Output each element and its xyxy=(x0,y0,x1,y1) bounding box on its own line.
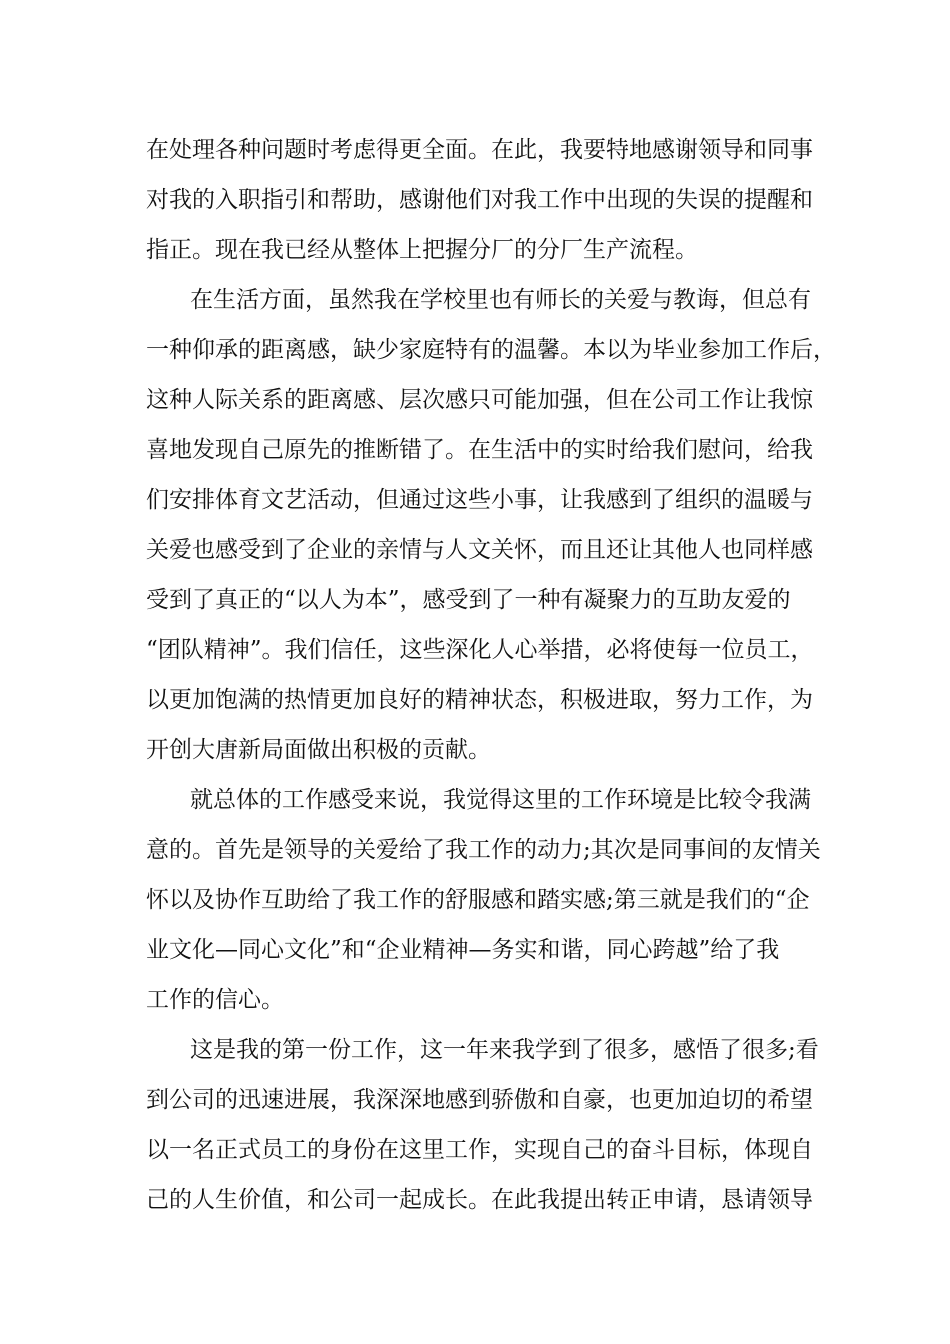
text-line: 怀以及协作互助给了我工作的舒服感和踏实感;第三就是我们的“企 xyxy=(146,887,810,913)
text-line: 这是我的第一份工作，这一年来我学到了很多，感悟了很多;看 xyxy=(190,1037,819,1063)
text-line: 一种仰承的距离感，缺少家庭特有的温馨。本以为毕业参加工作后， xyxy=(146,337,836,363)
text-line: 开创大唐新局面做出积极的贡献。 xyxy=(146,737,491,763)
text-line: 就总体的工作感受来说，我觉得这里的工作环境是比较令我满 xyxy=(190,787,811,813)
text-line: 对我的入职指引和帮助，感谢他们对我工作中出现的失误的提醒和 xyxy=(146,187,813,213)
text-line: 工作的信心。 xyxy=(146,987,284,1013)
text-line: 以一名正式员工的身份在这里工作，实现自己的奋斗目标，体现自 xyxy=(146,1137,813,1163)
text-line: 意的。首先是领导的关爱给了我工作的动力;其次是同事间的友情关 xyxy=(146,837,821,863)
text-line: 喜地发现自己原先的推断错了。在生活中的实时给我们慰问，给我 xyxy=(146,437,813,463)
text-line: 这种人际关系的距离感、层次感只可能加强，但在公司工作让我惊 xyxy=(146,387,813,413)
text-line: 受到了真正的“以人为本”，感受到了一种有凝聚力的互助友爱的 xyxy=(146,587,791,613)
text-line: 业文化—同心文化”和“企业精神—务实和谐，同心跨越”给了我 xyxy=(146,937,780,963)
text-line: “团队精神”。我们信任，这些深化人心举措，必将使每一位员工， xyxy=(146,637,814,663)
text-line: 在生活方面，虽然我在学校里也有师长的关爱与教诲，但总有 xyxy=(190,287,811,313)
text-line: 指正。现在我已经从整体上把握分厂的分厂生产流程。 xyxy=(146,237,698,263)
text-line: 在处理各种问题时考虑得更全面。在此，我要特地感谢领导和同事 xyxy=(146,137,813,163)
text-line: 己的人生价值，和公司一起成长。在此我提出转正申请，恳请领导 xyxy=(146,1187,813,1213)
text-line: 关爱也感受到了企业的亲情与人文关怀，而且还让其他人也同样感 xyxy=(146,537,813,563)
text-line: 们安排体育文艺活动，但通过这些小事，让我感到了组织的温暖与 xyxy=(146,487,813,513)
text-line: 到公司的迅速进展，我深深地感到骄傲和自豪，也更加迫切的希望 xyxy=(146,1087,813,1113)
text-line: 以更加饱满的热情更加良好的精神状态，积极进取，努力工作，为 xyxy=(146,687,813,713)
